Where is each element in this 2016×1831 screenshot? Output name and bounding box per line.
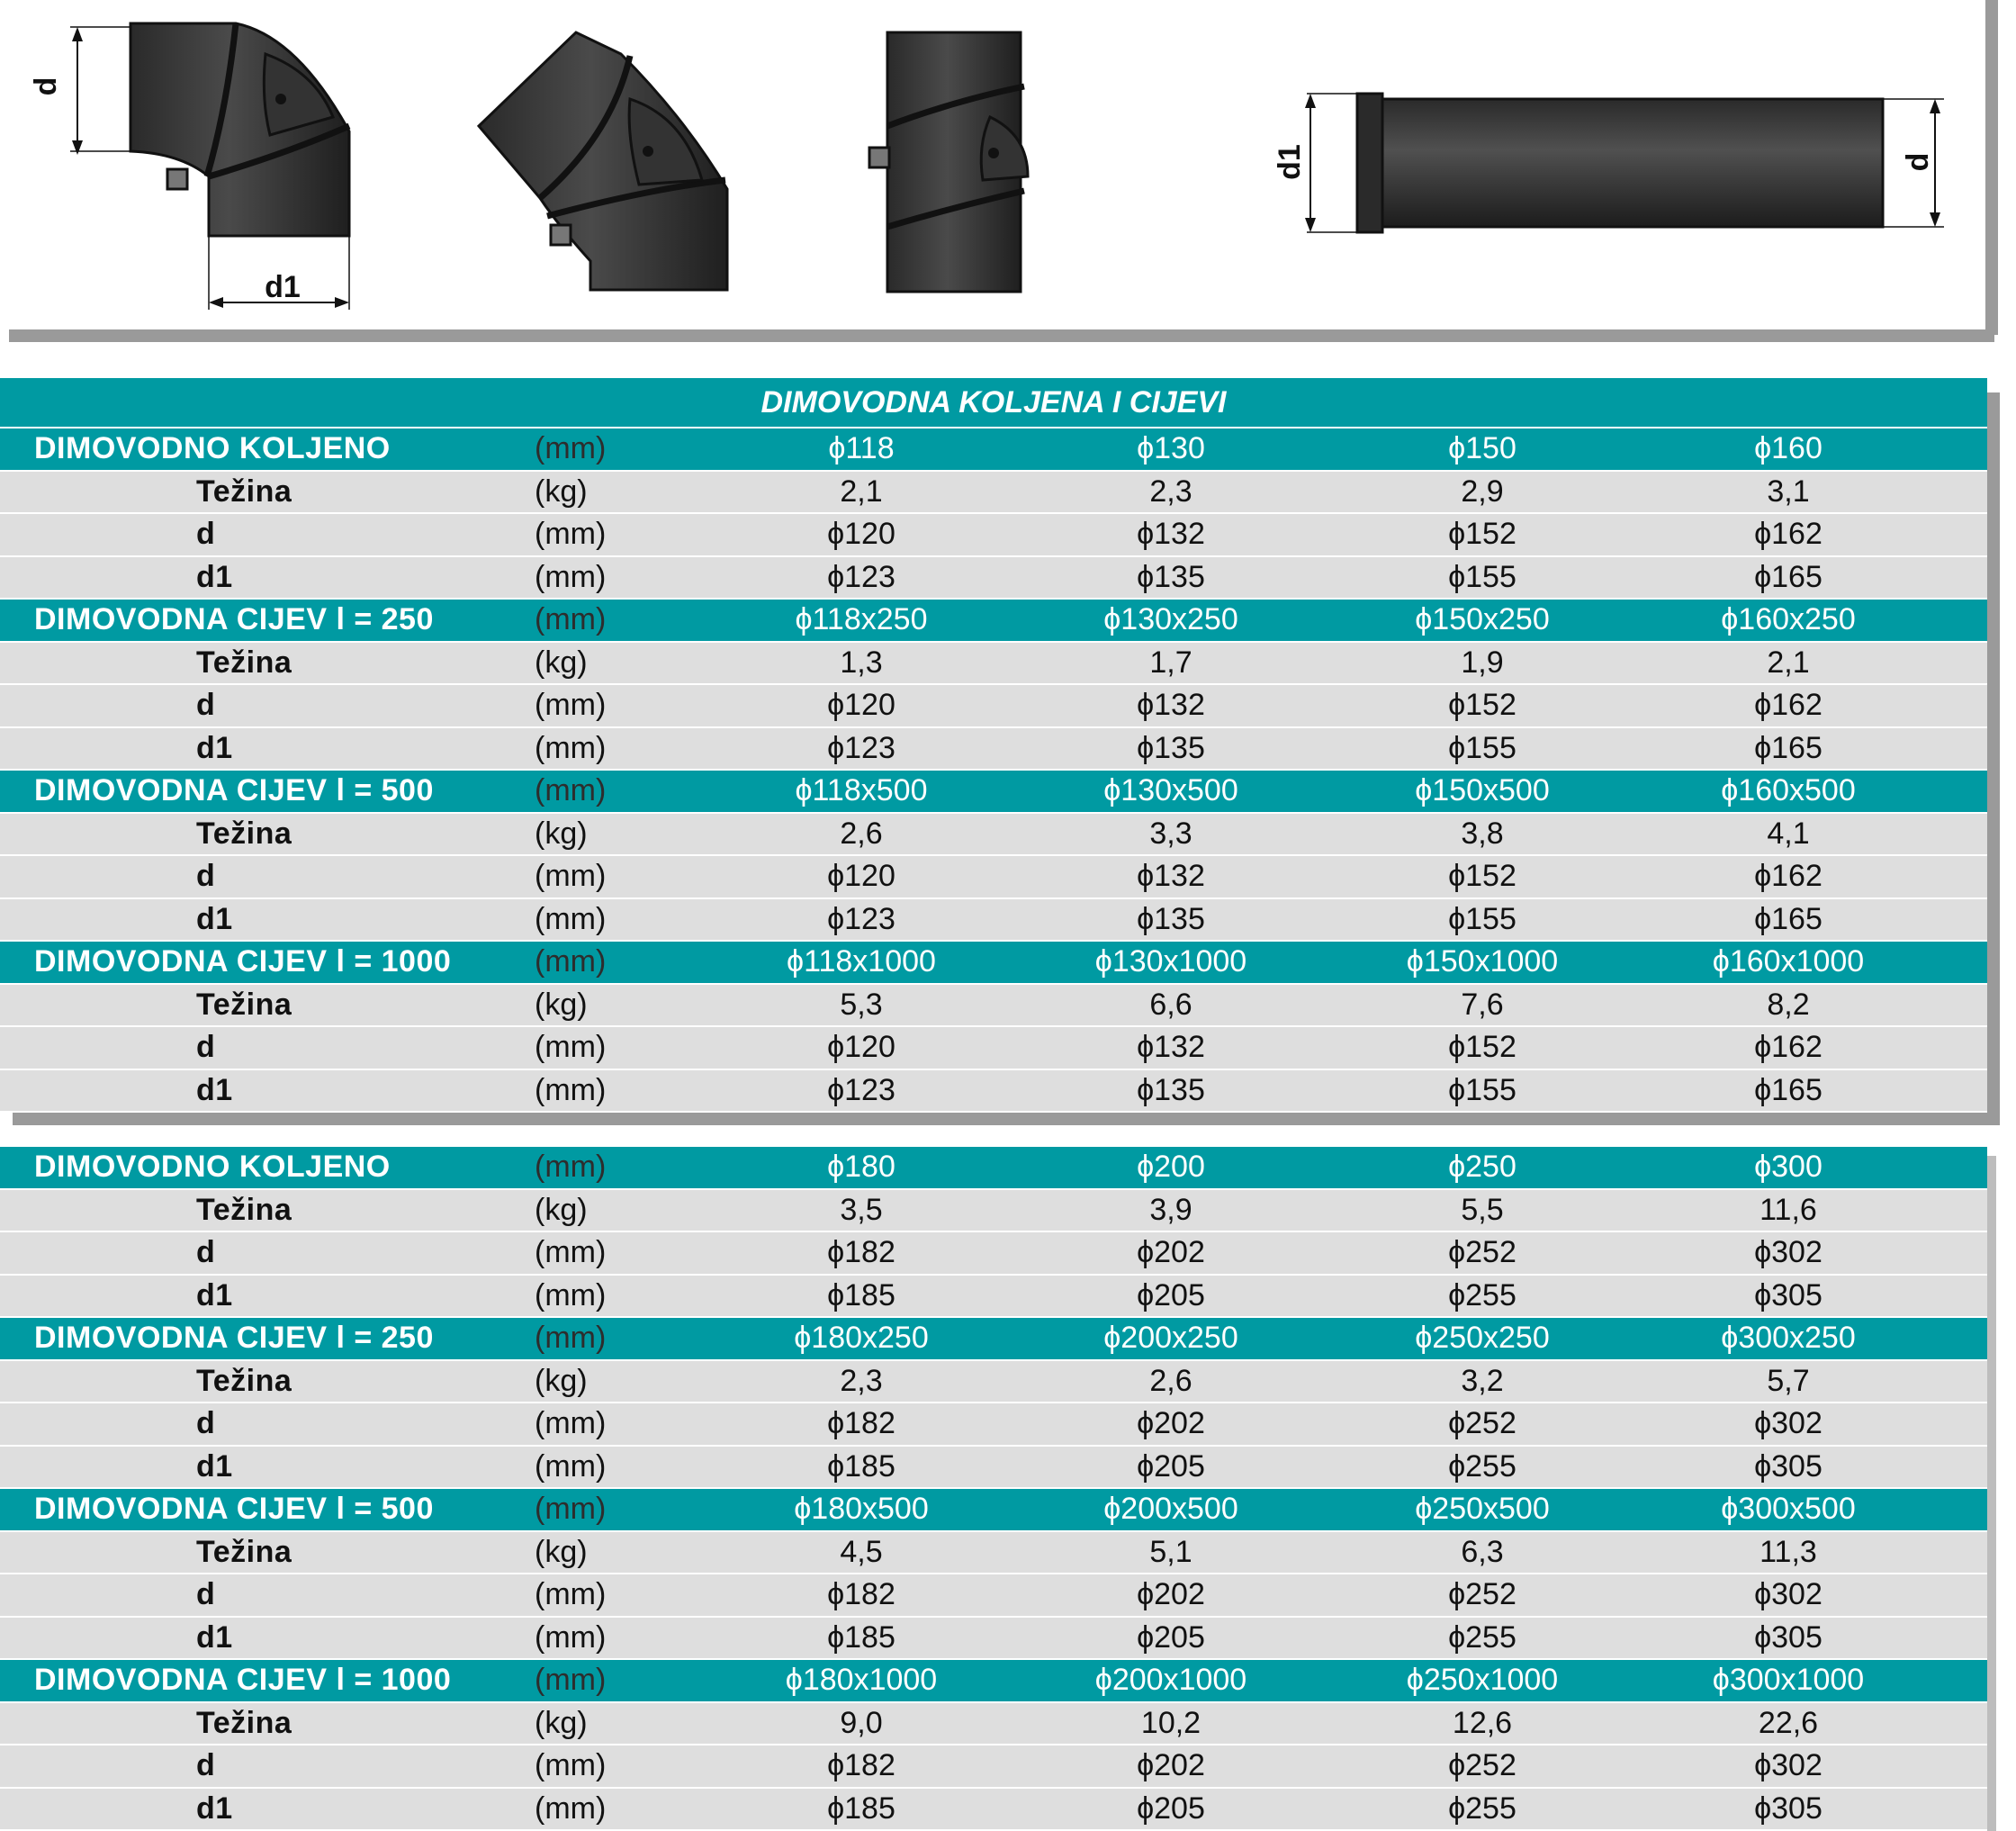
cell-value: 1,7 bbox=[1022, 645, 1319, 681]
spec-rows-2 bbox=[0, 1147, 1987, 1831]
cell-value: ϕ252 bbox=[1334, 1406, 1631, 1441]
row-unit: (mm) bbox=[535, 731, 625, 766]
cell-value: 2,1 bbox=[1640, 645, 1937, 681]
elbow-90-drawing bbox=[29, 23, 349, 310]
cell-value: 2,1 bbox=[713, 474, 1010, 510]
cell-value: 5,7 bbox=[1640, 1364, 1937, 1399]
row-unit: (mm) bbox=[535, 859, 625, 894]
table-title-text: DIMOVODNA KOLJENA I CIJEVI bbox=[761, 385, 1227, 420]
table-row bbox=[0, 557, 1987, 600]
cell-value: ϕ120 bbox=[713, 517, 1010, 552]
cell-value: ϕ120 bbox=[713, 688, 1010, 723]
table-section-header bbox=[0, 1147, 1987, 1190]
cell-value: ϕ182 bbox=[713, 1748, 1010, 1783]
spec-table-2 bbox=[0, 1147, 1987, 1824]
row-label: DIMOVODNA CIJEV l = 500 bbox=[34, 1492, 434, 1527]
row-unit: (mm) bbox=[535, 1791, 625, 1826]
row-unit: (mm) bbox=[535, 602, 625, 637]
cell-value: ϕ150 bbox=[1334, 431, 1631, 466]
cell-value: ϕ180x500 bbox=[713, 1492, 1010, 1527]
row-label: d bbox=[196, 1406, 215, 1441]
row-label: DIMOVODNA CIJEV l = 500 bbox=[34, 773, 434, 808]
row-unit: (mm) bbox=[535, 560, 625, 595]
cell-value: 3,1 bbox=[1640, 474, 1937, 510]
row-unit: (mm) bbox=[535, 1492, 625, 1527]
cell-value: ϕ152 bbox=[1334, 859, 1631, 894]
row-unit: (kg) bbox=[535, 1364, 625, 1399]
cell-value: 5,1 bbox=[1022, 1535, 1319, 1570]
cell-value: ϕ180x250 bbox=[713, 1321, 1010, 1356]
table-section-header bbox=[0, 600, 1987, 643]
cell-value: ϕ135 bbox=[1022, 1073, 1319, 1108]
row-unit: (mm) bbox=[535, 517, 625, 552]
cell-value: ϕ130 bbox=[1022, 431, 1319, 466]
row-unit: (kg) bbox=[535, 474, 625, 510]
row-label: DIMOVODNA CIJEV l = 250 bbox=[34, 1321, 434, 1356]
row-label: d1 bbox=[196, 731, 233, 766]
cell-value: ϕ200x1000 bbox=[1022, 1663, 1319, 1698]
cell-value: 2,3 bbox=[713, 1364, 1010, 1399]
cell-value: ϕ132 bbox=[1022, 688, 1319, 723]
row-unit: (kg) bbox=[535, 988, 625, 1023]
cell-value: ϕ255 bbox=[1334, 1449, 1631, 1484]
pipe-label-d: d bbox=[1901, 153, 1935, 172]
row-unit: (mm) bbox=[535, 1748, 625, 1783]
row-unit: (mm) bbox=[535, 944, 625, 979]
row-label: Težina bbox=[196, 816, 292, 852]
table-row bbox=[0, 1703, 1987, 1746]
table-section-header bbox=[0, 428, 1987, 472]
cell-value: ϕ162 bbox=[1640, 1030, 1937, 1065]
row-unit: (mm) bbox=[535, 688, 625, 723]
row-label: d1 bbox=[196, 1620, 233, 1655]
cell-value: ϕ305 bbox=[1640, 1791, 1937, 1826]
table-section-header bbox=[0, 1660, 1987, 1703]
cell-value: ϕ120 bbox=[713, 1030, 1010, 1065]
cell-value: ϕ305 bbox=[1640, 1278, 1937, 1313]
cell-value: ϕ185 bbox=[713, 1620, 1010, 1655]
cell-value: ϕ150x1000 bbox=[1334, 944, 1631, 979]
table-row bbox=[0, 1070, 1987, 1114]
cell-value: ϕ152 bbox=[1334, 1030, 1631, 1065]
cell-value: ϕ123 bbox=[713, 1073, 1010, 1108]
cell-value: ϕ255 bbox=[1334, 1278, 1631, 1313]
row-unit: (mm) bbox=[535, 1278, 625, 1313]
row-label: d bbox=[196, 517, 215, 552]
cell-value: ϕ302 bbox=[1640, 1406, 1937, 1441]
cell-value: ϕ165 bbox=[1640, 731, 1937, 766]
row-label: Težina bbox=[196, 1706, 292, 1741]
cell-value: ϕ182 bbox=[713, 1235, 1010, 1270]
cell-value: ϕ165 bbox=[1640, 1073, 1937, 1108]
table-row bbox=[0, 899, 1987, 943]
cell-value: ϕ165 bbox=[1640, 902, 1937, 937]
cell-value: 3,2 bbox=[1334, 1364, 1631, 1399]
row-unit: (mm) bbox=[535, 1321, 625, 1356]
cell-value: 3,3 bbox=[1022, 816, 1319, 852]
cell-value: 11,6 bbox=[1640, 1193, 1937, 1228]
cell-value: 6,6 bbox=[1022, 988, 1319, 1023]
cell-value: ϕ132 bbox=[1022, 517, 1319, 552]
spec-rows-1 bbox=[0, 428, 1987, 1113]
cell-value: ϕ185 bbox=[713, 1278, 1010, 1313]
row-unit: (mm) bbox=[535, 431, 625, 466]
cell-value: ϕ130x1000 bbox=[1022, 944, 1319, 979]
cell-value: ϕ120 bbox=[713, 859, 1010, 894]
row-label: d1 bbox=[196, 560, 233, 595]
cell-value: ϕ135 bbox=[1022, 731, 1319, 766]
cell-value: 3,9 bbox=[1022, 1193, 1319, 1228]
straight-pipe-drawing bbox=[1273, 94, 1944, 232]
cell-value: ϕ250x250 bbox=[1334, 1321, 1631, 1356]
cell-value: 7,6 bbox=[1334, 988, 1631, 1023]
cell-value: ϕ160x1000 bbox=[1640, 944, 1937, 979]
cell-value: ϕ118x1000 bbox=[713, 944, 1010, 979]
table-row bbox=[0, 1618, 1987, 1661]
cell-value: ϕ300 bbox=[1640, 1150, 1937, 1185]
cell-value: 12,6 bbox=[1334, 1706, 1631, 1741]
cell-value: ϕ155 bbox=[1334, 902, 1631, 937]
cell-value: ϕ155 bbox=[1334, 1073, 1631, 1108]
cell-value: 4,1 bbox=[1640, 816, 1937, 852]
row-label: d1 bbox=[196, 1278, 233, 1313]
cell-value: ϕ202 bbox=[1022, 1577, 1319, 1612]
illustration-shadow bbox=[9, 329, 1994, 342]
row-unit: (mm) bbox=[535, 1577, 625, 1612]
row-unit: (mm) bbox=[535, 902, 625, 937]
row-unit: (mm) bbox=[535, 1030, 625, 1065]
row-unit: (mm) bbox=[535, 1663, 625, 1698]
table-row bbox=[0, 1403, 1987, 1447]
row-label: d bbox=[196, 859, 215, 894]
row-label: DIMOVODNA CIJEV l = 1000 bbox=[34, 1663, 451, 1698]
cell-value: ϕ205 bbox=[1022, 1278, 1319, 1313]
cell-value: ϕ118 bbox=[713, 431, 1010, 466]
cell-value: ϕ162 bbox=[1640, 859, 1937, 894]
table-section-header bbox=[0, 942, 1987, 985]
cell-value: ϕ180 bbox=[713, 1150, 1010, 1185]
table-row bbox=[0, 1027, 1987, 1070]
cell-value: 6,3 bbox=[1334, 1535, 1631, 1570]
table-section-header bbox=[0, 1318, 1987, 1361]
cell-value: ϕ202 bbox=[1022, 1235, 1319, 1270]
cell-value: ϕ160x250 bbox=[1640, 602, 1937, 637]
cell-value: ϕ180x1000 bbox=[713, 1663, 1010, 1698]
elbow-label-d: d bbox=[29, 77, 63, 96]
row-unit: (kg) bbox=[535, 1535, 625, 1570]
table-row bbox=[0, 685, 1987, 728]
pipe-label-d1: d1 bbox=[1273, 144, 1307, 180]
cell-value: ϕ185 bbox=[713, 1449, 1010, 1484]
cell-value: 3,5 bbox=[713, 1193, 1010, 1228]
cell-value: 2,3 bbox=[1022, 474, 1319, 510]
row-unit: (kg) bbox=[535, 1706, 625, 1741]
cell-value: ϕ302 bbox=[1640, 1748, 1937, 1783]
cell-value: ϕ182 bbox=[713, 1577, 1010, 1612]
elbow-45-drawing bbox=[479, 32, 727, 290]
row-unit: (kg) bbox=[535, 816, 625, 852]
row-label: d bbox=[196, 688, 215, 723]
table-row bbox=[0, 985, 1987, 1028]
cell-value: ϕ302 bbox=[1640, 1235, 1937, 1270]
table-row bbox=[0, 1789, 1987, 1831]
row-label: DIMOVODNO KOLJENO bbox=[34, 431, 391, 466]
cell-value: 2,6 bbox=[1022, 1364, 1319, 1399]
cell-value: ϕ305 bbox=[1640, 1620, 1937, 1655]
row-unit: (mm) bbox=[535, 1150, 625, 1185]
row-label: d bbox=[196, 1030, 215, 1065]
row-unit: (kg) bbox=[535, 1193, 625, 1228]
cell-value: ϕ250 bbox=[1334, 1150, 1631, 1185]
cell-value: ϕ152 bbox=[1334, 688, 1631, 723]
row-label: d1 bbox=[196, 1449, 233, 1484]
cell-value: ϕ205 bbox=[1022, 1620, 1319, 1655]
cell-value: ϕ200x500 bbox=[1022, 1492, 1319, 1527]
cell-value: 5,3 bbox=[713, 988, 1010, 1023]
cell-value: ϕ250x500 bbox=[1334, 1492, 1631, 1527]
row-unit: (mm) bbox=[535, 1620, 625, 1655]
cell-value: ϕ205 bbox=[1022, 1449, 1319, 1484]
cell-value: ϕ132 bbox=[1022, 1030, 1319, 1065]
row-label: d1 bbox=[196, 1791, 233, 1826]
table-title bbox=[0, 378, 1987, 428]
table-row bbox=[0, 1190, 1987, 1233]
table-row bbox=[0, 1574, 1987, 1618]
cell-value: ϕ252 bbox=[1334, 1577, 1631, 1612]
cell-value: ϕ150x250 bbox=[1334, 602, 1631, 637]
row-label: d bbox=[196, 1235, 215, 1270]
cell-value: ϕ202 bbox=[1022, 1748, 1319, 1783]
cell-value: ϕ205 bbox=[1022, 1791, 1319, 1826]
row-label: d bbox=[196, 1748, 215, 1783]
table-row bbox=[0, 1532, 1987, 1575]
row-unit: (mm) bbox=[535, 1406, 625, 1441]
row-label: d1 bbox=[196, 1073, 233, 1108]
cell-value: 10,2 bbox=[1022, 1706, 1319, 1741]
cell-value: 2,6 bbox=[713, 816, 1010, 852]
cell-value: ϕ152 bbox=[1334, 517, 1631, 552]
cell-value: ϕ255 bbox=[1334, 1791, 1631, 1826]
cell-value: ϕ132 bbox=[1022, 859, 1319, 894]
cell-value: ϕ250x1000 bbox=[1334, 1663, 1631, 1698]
row-label: d1 bbox=[196, 902, 233, 937]
cell-value: ϕ135 bbox=[1022, 560, 1319, 595]
table-row bbox=[0, 1232, 1987, 1276]
table-row bbox=[0, 856, 1987, 899]
table-row bbox=[0, 1276, 1987, 1319]
cell-value: 1,3 bbox=[713, 645, 1010, 681]
cell-value: ϕ123 bbox=[713, 560, 1010, 595]
tee-pipe-drawing bbox=[869, 32, 1028, 292]
cell-value: ϕ150x500 bbox=[1334, 773, 1631, 808]
row-label: Težina bbox=[196, 474, 292, 510]
elbow-label-d1: d1 bbox=[265, 270, 301, 304]
row-unit: (mm) bbox=[535, 1073, 625, 1108]
cell-value: ϕ252 bbox=[1334, 1748, 1631, 1783]
cell-value: ϕ160x500 bbox=[1640, 773, 1937, 808]
cell-value: ϕ300x250 bbox=[1640, 1321, 1937, 1356]
product-illustrations bbox=[0, 0, 2016, 360]
cell-value: 1,9 bbox=[1334, 645, 1631, 681]
row-label: DIMOVODNA CIJEV l = 1000 bbox=[34, 944, 451, 979]
cell-value: 2,9 bbox=[1334, 474, 1631, 510]
cell-value: ϕ162 bbox=[1640, 517, 1937, 552]
spec-table-1 bbox=[0, 378, 1987, 1111]
cell-value: ϕ118x500 bbox=[713, 773, 1010, 808]
row-label: Težina bbox=[196, 988, 292, 1023]
table-row bbox=[0, 1447, 1987, 1490]
cell-value: 11,3 bbox=[1640, 1535, 1937, 1570]
table-row bbox=[0, 643, 1987, 686]
cell-value: 8,2 bbox=[1640, 988, 1937, 1023]
cell-value: ϕ155 bbox=[1334, 560, 1631, 595]
cell-value: ϕ300x1000 bbox=[1640, 1663, 1937, 1698]
cell-value: ϕ155 bbox=[1334, 731, 1631, 766]
cell-value: ϕ305 bbox=[1640, 1449, 1937, 1484]
table-section-header bbox=[0, 1489, 1987, 1532]
row-unit: (mm) bbox=[535, 1235, 625, 1270]
cell-value: ϕ302 bbox=[1640, 1577, 1937, 1612]
cell-value: ϕ182 bbox=[713, 1406, 1010, 1441]
cell-value: 22,6 bbox=[1640, 1706, 1937, 1741]
table-section-header bbox=[0, 771, 1987, 814]
cell-value: ϕ200 bbox=[1022, 1150, 1319, 1185]
row-label: Težina bbox=[196, 1535, 292, 1570]
cell-value: 3,8 bbox=[1334, 816, 1631, 852]
cell-value: ϕ118x250 bbox=[713, 602, 1010, 637]
table-row bbox=[0, 514, 1987, 557]
table-row bbox=[0, 1361, 1987, 1404]
cell-value: 4,5 bbox=[713, 1535, 1010, 1570]
cell-value: 5,5 bbox=[1334, 1193, 1631, 1228]
cell-value: ϕ202 bbox=[1022, 1406, 1319, 1441]
table-row bbox=[0, 472, 1987, 515]
cell-value: ϕ123 bbox=[713, 731, 1010, 766]
table-row bbox=[0, 1745, 1987, 1789]
table-row bbox=[0, 728, 1987, 771]
cell-value: ϕ162 bbox=[1640, 688, 1937, 723]
cell-value: ϕ300x500 bbox=[1640, 1492, 1937, 1527]
cell-value: ϕ130x250 bbox=[1022, 602, 1319, 637]
row-label: d bbox=[196, 1577, 215, 1612]
row-label: Težina bbox=[196, 1193, 292, 1228]
cell-value: ϕ165 bbox=[1640, 560, 1937, 595]
row-label: DIMOVODNO KOLJENO bbox=[34, 1150, 391, 1185]
row-label: Težina bbox=[196, 1364, 292, 1399]
cell-value: ϕ160 bbox=[1640, 431, 1937, 466]
row-unit: (mm) bbox=[535, 773, 625, 808]
cell-value: ϕ252 bbox=[1334, 1235, 1631, 1270]
cell-value: ϕ123 bbox=[713, 902, 1010, 937]
cell-value: ϕ130x500 bbox=[1022, 773, 1319, 808]
row-label: DIMOVODNA CIJEV l = 250 bbox=[34, 602, 434, 637]
table-row bbox=[0, 814, 1987, 857]
row-label: Težina bbox=[196, 645, 292, 681]
cell-value: ϕ185 bbox=[713, 1791, 1010, 1826]
cell-value: 9,0 bbox=[713, 1706, 1010, 1741]
cell-value: ϕ135 bbox=[1022, 902, 1319, 937]
row-unit: (kg) bbox=[535, 645, 625, 681]
cell-value: ϕ255 bbox=[1334, 1620, 1631, 1655]
cell-value: ϕ200x250 bbox=[1022, 1321, 1319, 1356]
row-unit: (mm) bbox=[535, 1449, 625, 1484]
